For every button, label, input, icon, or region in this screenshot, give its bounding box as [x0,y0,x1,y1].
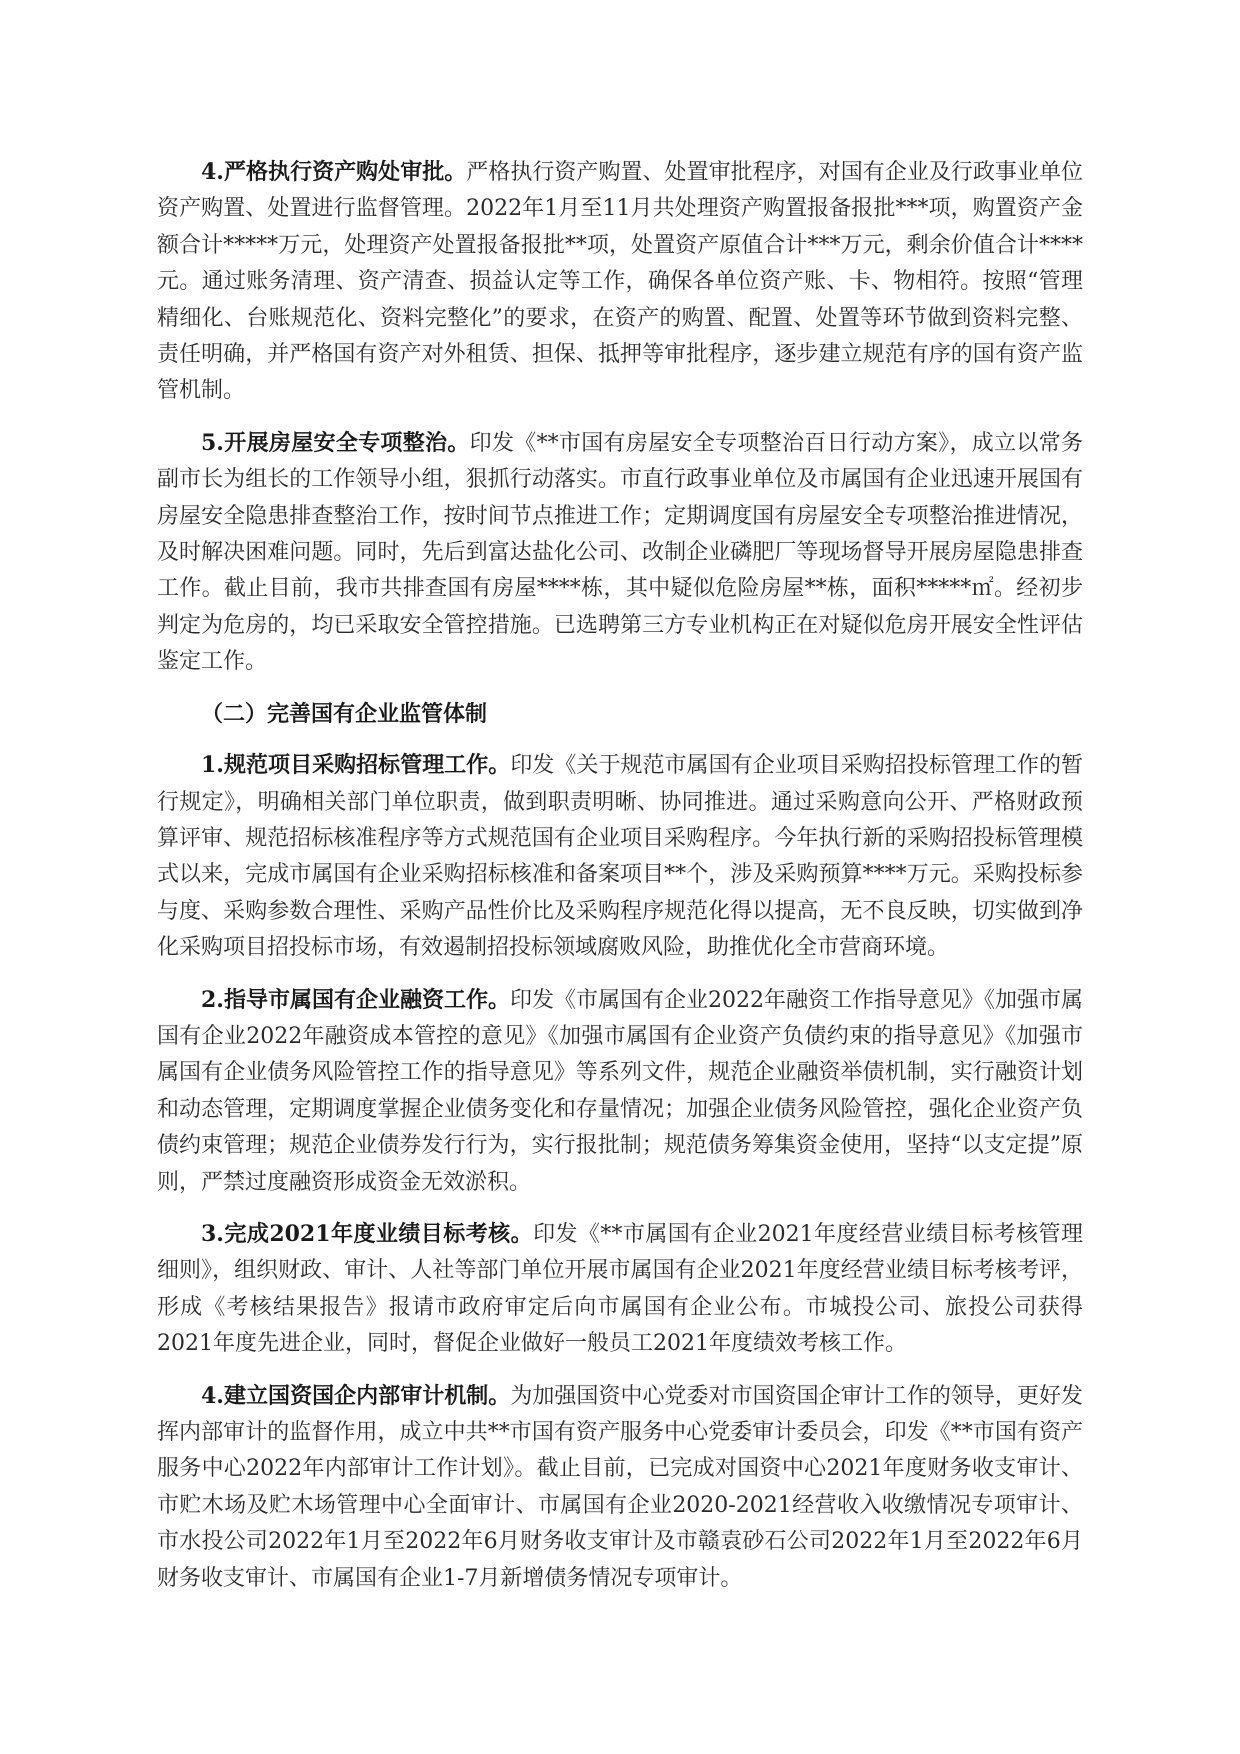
paragraph-lead: 5.开展房屋安全专项整治。 [201,429,470,456]
paragraph-procurement [157,747,1083,966]
paragraph-text: 印发《**市国有房屋安全专项整治百日行动方案》，成立以常务副市长为组长的工作领导小组，狠抓行动落实。市直行政事业单位及市属国有企业迅速开展国有房屋安全隐患排查整治工作，按时间节点推进工作；定期调度国有房屋安全专项整治推进情况，及时解决困难问题。同时，先后到富达盐化公司、改制企业磷肥厂等现场督导开展房屋隐患排查工作。截止目前，我市共排查国有房屋****栋，其中疑似危险房屋**栋，面积*****㎡。经初步判定为危房的，均已采取安全管控措施。已选聘第三方专业机构正在对疑似危房开展安全性评估鉴定工作。 [157,430,1083,675]
paragraph-text: 印发《关于规范市属国有企业项目采购招投标管理工作的暂行规定》，明确相关部门单位职责，做到职责明晰、协同推进。通过采购意向公开、严格财政预算评审、规范招标核准程序等方式规范国有企业项目采购程序。今年执行新的采购招投标管理模式以来，完成市属国有企业采购招标核准和备案项目**个，涉及采购预算****万元。采购投标参与度、采购参数合理性、采购产品性价比及采购程序规范化得以提高，无不良反映，切实做到净化采购项目招投标市场，有效遏制招投标领域腐败风险，助推优化全市营商环境。 [157,753,1083,961]
document-body [157,154,1083,1612]
paragraph-housing-safety [157,425,1083,681]
paragraph-text: 为加强国资中心党委对市国资国企审计工作的领导，更好发挥内部审计的监督作用，成立中共**市国有资产服务中心党委审计委员会，印发《**市国有资产服务中心2022年内部审计工作计划》。截止目前，已完成对国资中心2021年度财务收支审计、市贮木场及贮木场管理中心全面审计、市属国有企业2020-2021经营收入收缴情况专项审计、市水投公司2022年1月至2022年6月财务收支审计及市赣袁砂石公司2022年1月至2022年6月财务收支审计、市属国有企业1-7月新增债务情况专项审计。 [157,1383,1083,1591]
paragraph-text: 印发《市属国有企业2022年融资工作指导意见》《加强市属国有企业2022年融资成本管控的意见》《加强市属国有企业资产负债约束的指导意见》《加强市属国有企业债务风险管控工作的指导意见》等系列文件，规范企业融资举债机制，实行融资计划和动态管理，定期调度掌握企业债务变化和存量情况；加强企业债务风险管控，强化企业资产负债约束管理；规范企业债券发行行为，实行报批制；规范债务筹集资金使用，坚持“以支定提”原则，严禁过度融资形成资金无效淤积。 [157,987,1083,1195]
paragraph-financing [157,982,1083,1201]
section-heading: （二）完善国有企业监管体制 [201,700,488,727]
paragraph-lead: 4.建立国资国企内部审计机制。 [201,1382,511,1409]
paragraph-lead: 4.严格执行资产购处审批。 [201,159,467,185]
paragraph-lead: 3.完成2021年度业绩目标考核。 [201,1220,534,1247]
paragraph-text: 严格执行资产购置、处置审批程序，对国有企业及行政事业单位资产购置、处置进行监督管理。2022年1月至11月共处理资产购置报备报批***项，购置资产金额合计*****万元，处理资产处置报备报批**项，处置资产原值合计***万元，剩余价值合计****元。通过账务清理、资产清查、损益认定等工作，确保各单位资产账、卡、物相符。按照“管理精细化、台账规范化、资料完整化”的要求，在资产的购置、配置、处置等环节做到资料完整、责任明确，并严格国有资产对外租赁、担保、抵押等审批程序，逐步建立规范有序的国有资产监管机制。 [157,160,1083,404]
paragraph-asset-approval [157,154,1083,410]
paragraph-internal-audit [157,1378,1083,1597]
paragraph-performance-assessment [157,1216,1083,1363]
paragraph-text: 印发《**市属国有企业2021年度经营业绩目标考核管理细则》，组织财政、审计、人社等部门单位开展市属国有企业2021年度经营业绩目标考核考评，形成《考核结果报告》报请市政府审定后向市属国有企业公布。市城投公司、旅投公司获得2021年度先进企业，同时，督促企业做好一般员工2021年度绩效考核工作。 [157,1221,1083,1357]
paragraph-lead: 1.规范项目采购招标管理工作。 [201,752,511,779]
paragraph-lead: 2.指导市属国有企业融资工作。 [201,986,510,1013]
